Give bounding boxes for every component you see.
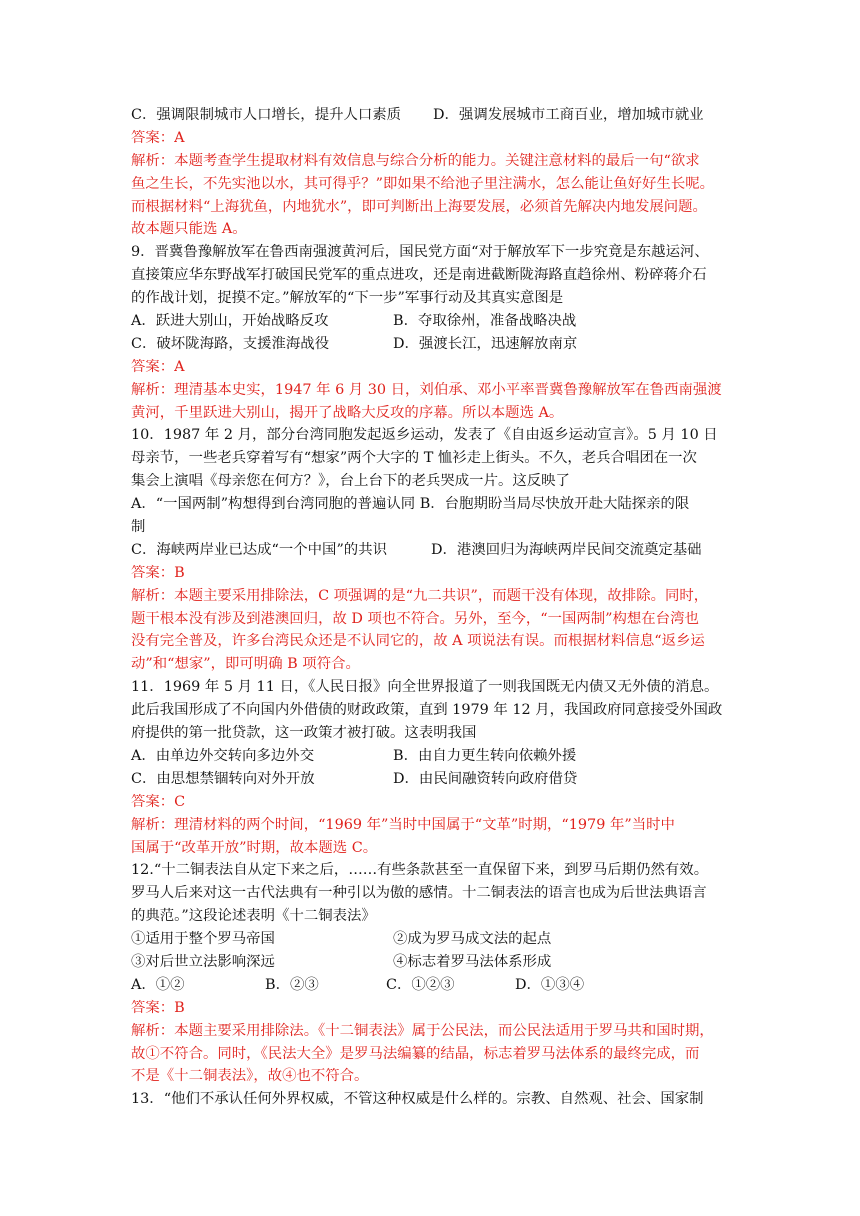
- q11-stem-line: 府提供的第一批贷款，这一政策才被打破。这表明我国: [131, 725, 477, 742]
- q10-analysis-line: 没有完全普及，许多台湾民众还是不认同它的，故 A 项说法有误。而根据材料信息“返乡运: [131, 633, 705, 650]
- q12-analysis-line: 解析：本题主要采用排除法。《十二铜表法》属于公民法，而公民法适用于罗马共和国时期，: [131, 1022, 714, 1039]
- q11-stem-line: 11．1969 年 5 月 11 日，《人民日报》向全世界报道了一则我国既无内债又无外债的消息。: [131, 679, 719, 696]
- q9-option-d: D．强渡长江，迅速解放南京: [393, 335, 578, 352]
- document-page: [131, 104, 747, 1111]
- q10-option-d: D．港澳回归为海峡两岸民间交流奠定基础: [431, 541, 702, 558]
- q9-option-a: A．跃进大别山，开始战略反攻: [131, 313, 329, 330]
- q9-analysis-line: 黄河，千里跃进大别山，揭开了战略大反攻的序幕。所以本题选 A。: [131, 404, 564, 421]
- q8-analysis-line: 故本题只能选 A。: [131, 221, 247, 238]
- q9-analysis-line: 解析：理清基本史实，1947 年 6 月 30 日，刘伯承、邓小平率晋冀鲁豫解放军在鲁西南强渡: [131, 381, 722, 398]
- q12-items-12: [131, 928, 747, 951]
- q12-stem-line: 罗马人后来对这一古代法典有一种引以为傲的感情。十二铜表法的语言也成为后世法典语言: [131, 885, 707, 902]
- q9-option-c: C．破坏陇海路，支援淮海战役: [131, 335, 330, 352]
- q13-stem-line: 13．“他们不承认任何外界权威，不管这种权威是什么样的。宗教、自然观、社会、国家制: [131, 1091, 704, 1108]
- q12-answer: 答案：B: [131, 999, 185, 1016]
- q11-answer: 答案：C: [131, 793, 186, 810]
- q12-item-1: ①适用于整个罗马帝国: [131, 931, 275, 948]
- q12-item-2: ②成为罗马成文法的起点: [393, 931, 552, 948]
- q10-answer: 答案：B: [131, 564, 185, 581]
- q10-options-cd: [131, 539, 747, 562]
- q12-stem-line: 的典范。”这段论述表明《十二铜表法》: [131, 908, 376, 925]
- q11-option-a: A．由单边外交转向多边外交: [131, 747, 315, 764]
- q8-analysis-line: 鱼之生长，不先实池以水，其可得乎？”即如果不给池子里注满水，怎么能让鱼好好生长呢。: [131, 175, 714, 192]
- q11-option-c: C．由思想禁锢转向对外开放: [131, 770, 315, 787]
- q8-analysis-line: 而根据材料“上海犹鱼，内地犹水”，即可判断出上海要发展，必须首先解决内地发展问题。: [131, 198, 707, 215]
- q9-stem-line: 直接策应华东野战军打破国民党军的重点进攻，还是南进截断陇海路直趋徐州、粉碎蒋介石: [131, 267, 707, 284]
- q12-option-b: B．②③: [265, 976, 319, 993]
- q10-analysis-line: 解析：本题主要采用排除法，C 项强调的是“九二共识”，而题干没有体现，故排除。同时，: [131, 587, 709, 604]
- q9-answer: 答案：A: [131, 358, 185, 375]
- q10-stem-line: 母亲节，一些老兵穿着写有“想家”两个大字的 T 恤衫走上街头。不久，老兵合唱团在一次: [131, 450, 697, 467]
- q11-analysis-line: 国属于“改革开放”时期，故本题选 C。: [131, 839, 378, 856]
- q8-analysis-line: 解析：本题考查学生提取材料有效信息与综合分析的能力。关键注意材料的最后一句“欲求: [131, 152, 700, 169]
- q9-stem-line: 的作战计划，捉摸不定。”解放军的“下一步”军事行动及其真实意图是: [131, 290, 564, 307]
- q11-options-ab: [131, 745, 747, 768]
- q12-option-c: C．①②③: [386, 976, 455, 993]
- q9-options-ab: [131, 310, 747, 333]
- q12-option-a: A．①②: [131, 976, 185, 993]
- q9-stem-line: 9．晋冀鲁豫解放军在鲁西南强渡黄河后，国民党方面“对于解放军下一步究竟是东越运河、: [131, 244, 709, 261]
- q12-item-3: ③对后世立法影响深远: [131, 953, 275, 970]
- q10-option-ab: A．“一国两制”构想得到台湾同胞的普遍认同 B．台胞期盼当局尽快放开赴大陆探亲的限: [131, 496, 690, 513]
- q10-option-b-wrap: 制: [131, 519, 146, 536]
- q12-items-34: [131, 951, 747, 974]
- q10-option-c: C．海峡两岸业已达成“一个中国”的共识: [131, 541, 387, 558]
- q12-stem-line: 12.“十二铜表法自从定下来之后，……有些条款甚至一直保留下来，到罗马后期仍然有效。: [131, 862, 709, 879]
- q8-option-d: D．强调发展城市工商百业，增加城市就业: [433, 107, 704, 123]
- q11-option-d: D．由民间融资转向政府借贷: [393, 770, 578, 787]
- q11-options-cd: [131, 768, 747, 791]
- q12-option-d: D．①③④: [515, 976, 585, 993]
- q11-option-b: B．由自力更生转向依赖外援: [393, 747, 577, 764]
- q9-options-cd: [131, 333, 747, 356]
- q12-item-4: ④标志着罗马法体系形成: [393, 953, 552, 970]
- q10-analysis-line: 动”和“想家”，即可明确 B 项符合。: [131, 656, 360, 673]
- q10-stem-line: 集会上演唱《母亲您在何方？》，台上台下的老兵哭成一片。这反映了: [131, 473, 570, 490]
- q12-analysis-line: 不是《十二铜表法》，故④也不符合。: [131, 1068, 369, 1085]
- q10-analysis-line: 题干根本没有涉及到港澳回归，故 D 项也不符合。另外，至今，“一国两制”构想在台湾也: [131, 610, 699, 627]
- q9-option-b: B．夺取徐州，准备战略决战: [393, 313, 577, 330]
- q8-options-cd: [131, 104, 747, 127]
- q8-option-c: C．强调限制城市人口增长，提升人口素质: [131, 107, 402, 123]
- q12-options: [131, 974, 747, 997]
- q12-analysis-line: 故①不符合。同时，《民法大全》是罗马法编纂的结晶，标志着罗马法体系的最终完成，而: [131, 1045, 700, 1062]
- q11-stem-line: 此后我国形成了不向国内外借债的财政政策，直到 1979 年 12 月，我国政府同意接受外国政: [131, 702, 723, 719]
- q10-stem-line: 10．1987 年 2 月，部分台湾同胞发起返乡运动，发表了《自由返乡运动宣言》。5 月 10 日: [131, 427, 718, 444]
- q8-answer: 答案：A: [131, 129, 185, 146]
- q11-analysis-line: 解析：理清材料的两个时间，“1969 年”当时中国属于“文革”时期，“1979 年”当时中: [131, 816, 675, 833]
